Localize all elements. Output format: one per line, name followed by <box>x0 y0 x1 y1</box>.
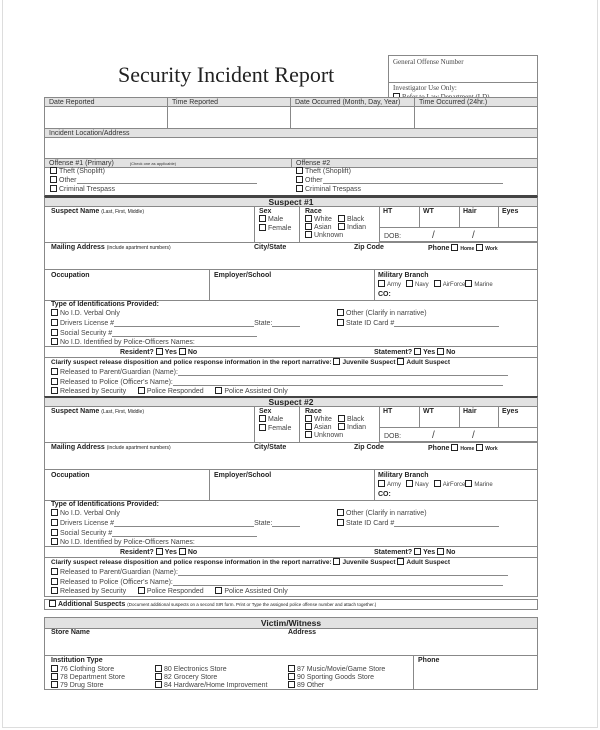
general-offense-box <box>388 55 538 98</box>
date-reported-field[interactable] <box>44 106 168 129</box>
investigator-label: Investigator Use Only: <box>393 84 457 92</box>
dates-row <box>44 97 538 129</box>
suspect1-name-label: Suspect Name (Last, First, Middle) <box>51 208 144 215</box>
institution-type-label: Institution Type <box>51 657 103 664</box>
victim-phone-label: Phone <box>418 657 440 664</box>
suspect2-resident[interactable]: Resident? Yes No <box>120 549 198 556</box>
time-occurred-field[interactable] <box>414 106 538 129</box>
inst-78[interactable]: 78 Department Store <box>51 673 125 681</box>
suspect1-military: Military Branch <box>378 272 429 279</box>
suspect1-title: Suspect #1 <box>44 196 538 207</box>
suspect1-male[interactable]: Male <box>259 215 283 223</box>
suspect1-race-label: Race <box>305 208 322 215</box>
suspect1-clarify[interactable]: Clarify suspect release disposition and police response information in the report narrative: Juvenile Suspect Adult Suspect <box>51 359 451 366</box>
suspect1-phone: Phone Home Work <box>428 245 498 252</box>
suspect1-mail-label: Mailing Address (include apartment numbers) <box>51 244 171 251</box>
suspect1-resident[interactable]: Resident? Yes No <box>120 349 198 356</box>
date-reported-label: Date Reported <box>44 97 168 107</box>
suspect2-id-verbal[interactable]: No I.D. Verbal Only <box>51 509 120 517</box>
suspect1-statement[interactable]: Statement? Yes No <box>374 349 456 356</box>
suspect2-release-options[interactable]: Released by Security Police Responded Police Assisted Only <box>51 587 288 595</box>
offense2-trespass[interactable]: Criminal Trespass <box>296 185 361 193</box>
time-reported-field[interactable] <box>167 106 291 129</box>
suspect1-asian[interactable]: Asian <box>305 223 332 231</box>
suspect1-employer: Employer/School <box>214 272 272 279</box>
suspect1-sex-label: Sex <box>259 208 272 215</box>
offense1-theft[interactable]: Theft (Shoplift) <box>50 167 105 175</box>
suspect1-rel-parent[interactable]: Released to Parent/Guardian (Name): <box>51 368 508 376</box>
suspect1-city: City/State <box>254 244 287 251</box>
suspect2-indian[interactable]: Indian <box>338 423 366 431</box>
location-field[interactable] <box>44 137 538 159</box>
victim-title: Victim/Witness <box>44 617 538 629</box>
suspect1-zip: Zip Code <box>354 244 384 251</box>
suspect2-asian[interactable]: Asian <box>305 423 332 431</box>
suspect1-black[interactable]: Black <box>338 215 364 223</box>
suspect1-id-stateid[interactable]: State ID Card # <box>337 319 499 327</box>
suspect1-white[interactable]: White <box>305 215 332 223</box>
suspect2-clarify[interactable]: Clarify suspect release disposition and police response information in the report narrative: Juvenile Suspect Adult Suspect <box>51 559 451 566</box>
suspect1-id-other[interactable]: Other (Clarify in narrative) <box>337 309 427 317</box>
victim-store-label: Store Name <box>51 629 90 636</box>
suspect1-occupation: Occupation <box>51 272 90 279</box>
suspect2-black[interactable]: Black <box>338 415 364 423</box>
suspect2-female[interactable]: Female <box>259 424 291 432</box>
inst-89[interactable]: 89 Other <box>288 681 324 689</box>
suspect2-male[interactable]: Male <box>259 415 283 423</box>
suspect1-id-dl[interactable]: Drivers License # State: <box>51 319 300 327</box>
suspect2-id-stateid[interactable]: State ID Card # <box>337 519 499 527</box>
suspect1-military-options[interactable]: Army Navy AirForce Marine <box>378 280 493 288</box>
inst-82[interactable]: 82 Grocery Store <box>155 673 217 681</box>
suspect2-unknown[interactable]: Unknown <box>305 431 343 439</box>
suspect1-hair: Hair <box>463 208 477 215</box>
suspect1-rel-police[interactable]: Released to Police (Officer's Name): <box>51 378 503 386</box>
suspect1-eyes: Eyes <box>502 208 519 215</box>
victim-address-label: Address <box>288 629 317 636</box>
page-title: Security Incident Report <box>118 62 335 87</box>
offense2-other[interactable]: Other <box>296 176 503 184</box>
date-occurred-label: Date Occurred (Month, Day, Year) <box>290 97 415 107</box>
suspect1-id-verbal[interactable]: No I.D. Verbal Only <box>51 309 120 317</box>
suspect1-id-type: Type of Identifications Provided: <box>51 301 159 308</box>
suspect2-rel-parent[interactable]: Released to Parent/Guardian (Name): <box>51 568 508 576</box>
date-occurred-field[interactable] <box>290 106 415 129</box>
offense1-note: (Check one as applicable) <box>129 161 177 166</box>
suspect2-name-label: Suspect Name (Last, First, Middle) <box>51 408 144 415</box>
suspect2-phone: Phone Home Work <box>428 445 498 452</box>
suspect2-id-dl[interactable]: Drivers License # State: <box>51 519 300 527</box>
suspect2-military-options[interactable]: Army Navy AirForce Marine <box>378 480 493 488</box>
inst-79[interactable]: 79 Drug Store <box>51 681 104 689</box>
suspect1-ht: HT <box>383 208 393 215</box>
offense2-theft[interactable]: Theft (Shoplift) <box>296 167 351 175</box>
suspect1-unknown[interactable]: Unknown <box>305 231 343 239</box>
additional-suspects-checkbox[interactable]: Additional Suspects (Document additional suspects on a second SIR form. Print or Type the assigned police offense number and attach together.) <box>49 600 376 608</box>
suspect1-dob: DOB: <box>384 233 402 240</box>
offense1-other[interactable]: Other <box>50 176 257 184</box>
suspect2-statement[interactable]: Statement? Yes No <box>374 549 456 556</box>
inst-84[interactable]: 84 Hardware/Home Improvement <box>155 681 268 689</box>
location-label: Incident Location/Address <box>44 128 538 138</box>
general-offense-number-label: General Offense Number <box>389 56 537 83</box>
suspect2-id-police[interactable]: No I.D. Identified by Police-Officers Names: <box>51 538 195 546</box>
inst-87[interactable]: 87 Music/Movie/Game Store <box>288 665 385 673</box>
inst-76[interactable]: 76 Clothing Store <box>51 665 114 673</box>
suspect2-id-other[interactable]: Other (Clarify in narrative) <box>337 509 427 517</box>
offense1-label: Offense #1 (Primary) <box>49 160 114 167</box>
suspect2-id-ssn[interactable]: Social Security # <box>51 529 257 537</box>
suspect2-white[interactable]: White <box>305 415 332 423</box>
time-occurred-label: Time Occurred (24hr.) <box>414 97 538 107</box>
suspect1-wt: WT <box>423 208 434 215</box>
suspect1-id-ssn[interactable]: Social Security # <box>51 329 257 337</box>
time-reported-label: Time Reported <box>167 97 291 107</box>
suspect1-id-police[interactable]: No I.D. Identified by Police-Officers Names: <box>51 338 195 346</box>
suspect1-release-options[interactable]: Released by Security Police Responded Police Assisted Only <box>51 387 288 395</box>
suspect1-co: CO: <box>378 291 391 298</box>
suspect2-mail-label: Mailing Address (include apartment numbers) <box>51 444 171 451</box>
inst-90[interactable]: 90 Sporting Goods Store <box>288 673 374 681</box>
offense2-label: Offense #2 <box>291 158 538 168</box>
offense1-trespass[interactable]: Criminal Trespass <box>50 185 115 193</box>
suspect1-female[interactable]: Female <box>259 224 291 232</box>
suspect1-indian[interactable]: Indian <box>338 223 366 231</box>
suspect2-rel-police[interactable]: Released to Police (Officer's Name): <box>51 578 503 586</box>
inst-80[interactable]: 80 Electronics Store <box>155 665 227 673</box>
suspect2-title: Suspect #2 <box>44 396 538 407</box>
